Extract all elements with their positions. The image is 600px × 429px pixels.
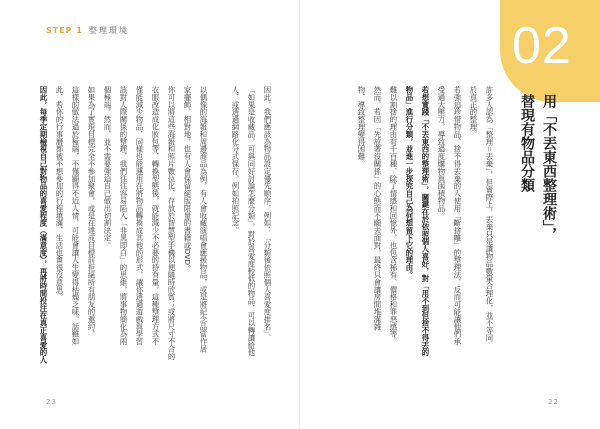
left-text-column: 因此，我們應該為物品設定優先順序，例如：「分類後依照個人喜愛度排名」、 bbox=[263, 86, 272, 342]
right-text-column: 然而，若因「先放著沒關係」的心態而不願去面對，最終只會讓房間堆滿雜 bbox=[373, 86, 382, 331]
left-page-number: 23 bbox=[46, 398, 57, 406]
right-text-column: 於真正的整理。 bbox=[469, 86, 478, 138]
right-text-column-highlight: 物品」進行分類，並進一步探究自己為何想留下它的理由。 bbox=[405, 86, 414, 279]
left-text-column: 以偶像的海報和周邊商品為例，有人會收藏演唱會應援物品，或是將紀念品當作居 bbox=[199, 86, 208, 353]
right-text-column: 受過大壓力，導致過度購物與囤積物品。 bbox=[437, 86, 446, 220]
step-number: STEP 1 bbox=[46, 26, 83, 35]
left-text-column: 如果為了實現目標完全不參加聚會，或是在達成目標前拒絕所有朋友的邀約， bbox=[87, 86, 96, 338]
left-text-column: 僅能減少物品，同樣也能運用在將物品轉換成其他的形式，讓你透過遊戲與學習 bbox=[135, 86, 144, 345]
left-text-column: 「如果是收藏品，可與同好討論怎麼分類」，對於喜愛度較低的物品，可以轉讓給他 bbox=[247, 86, 256, 357]
left-text-column: 該對人際關係的整理，我們往往容易陷入「非黑即白」的思維，將事物簡化為兩 bbox=[119, 86, 128, 345]
left-text-column: 衣服改造成化妝包等，轉換型態後，就能減少不必要的持有量，這種整理方式不 bbox=[151, 86, 160, 345]
page-gutter bbox=[299, 0, 301, 429]
heading-line: 替現有物品分類 bbox=[519, 94, 535, 192]
left-text-column: 此，若你的行事曆都被不想參加的行程填滿，生活也會很沒意思。 bbox=[55, 86, 64, 301]
left-text-column: 個極端，然而，並不需要強迫自己做出切割決定。 bbox=[103, 86, 112, 249]
left-text-column: 這樣的做法過於極端，不僅顯得不近人情，可能會讓人生變得枯燥乏味。話雖如 bbox=[71, 86, 80, 345]
right-text-column: 若強迫珍惜物品、捨不得丟棄的人使用「斷捨離」的整理法，反而可能讓他們承 bbox=[453, 86, 462, 345]
right-text-column-highlight: 若想實踐「不丟東西的整理術」，關鍵在於依照個人喜好，對「用不到但捨不得丟的 bbox=[421, 86, 430, 357]
heading-line: 用「不丟東西整理術」， bbox=[541, 94, 557, 241]
left-text-column-highlight: 因此，每季定期檢視自己對物品的喜愛程度（滿意度），再將時間投注在真正喜愛的人 bbox=[39, 86, 48, 364]
section-heading bbox=[516, 94, 560, 241]
right-text-column: 許多人認為「整理＝丟棄」，但實際上，丟棄只是讓物品數量合理化，並不等同 bbox=[485, 86, 494, 342]
right-page-number: 22 bbox=[548, 398, 559, 406]
step-title: 整理環境 bbox=[88, 26, 129, 35]
left-text-column: 人，或透過網路化分式保存，例如拍照記念。 bbox=[231, 86, 240, 234]
right-text-column: 物，導致整理變得困難。 bbox=[357, 86, 366, 168]
section-number: 02 bbox=[512, 17, 572, 75]
right-text-column: 難以割捨的理由有千百種，除了情感和回憶外，也包含稀有、價格和罪惡感等。 bbox=[389, 86, 398, 345]
left-text-column: 你可以將這些海報和照片數位化，存放於智慧型手機以便隨時欣賞；或將尺寸不合的 bbox=[167, 86, 176, 360]
step-header bbox=[46, 25, 129, 36]
left-text-column: 家擺飾，相對地，也有人會保留絕版限量的書籍或DVD。 bbox=[183, 86, 192, 273]
